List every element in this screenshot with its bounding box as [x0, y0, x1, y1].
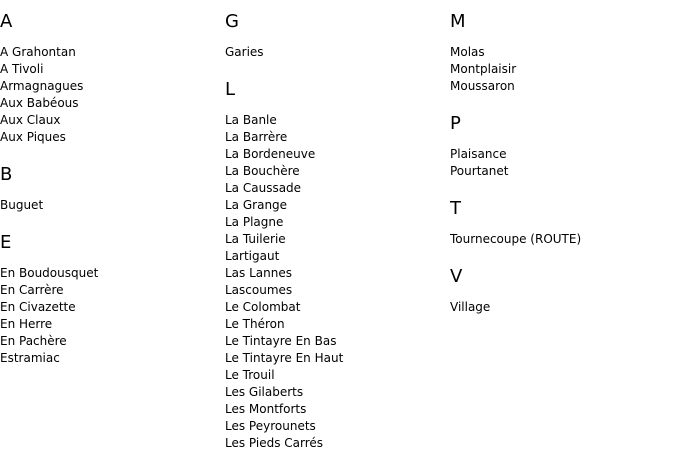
street-item: Le Trouil	[225, 368, 275, 382]
index-column	[0, 0, 225, 367]
letter-heading: A	[0, 11, 13, 32]
street-item: La Plagne	[225, 215, 284, 229]
letter-group	[450, 266, 675, 316]
index-column	[450, 0, 675, 316]
street-item: Moussaron	[450, 79, 515, 93]
street-item: Le Tintayre En Haut	[225, 351, 344, 365]
street-item: A Grahontan	[0, 45, 76, 59]
street-item: Aux Piques	[0, 130, 66, 144]
street-item: Estramiac	[0, 351, 60, 365]
street-item: Les Montforts	[225, 402, 307, 416]
letter-group	[450, 198, 675, 248]
street-list	[450, 231, 675, 248]
street-item: Le Théron	[225, 317, 285, 331]
street-item: Les Peyrounets	[225, 419, 316, 433]
street-list	[225, 44, 450, 61]
street-item: Plaisance	[450, 147, 507, 161]
street-item: La Bouchère	[225, 164, 300, 178]
street-item: La Grange	[225, 198, 288, 212]
street-item: Les Gilaberts	[225, 385, 304, 399]
street-item: Lartigaut	[225, 249, 280, 263]
street-list	[0, 265, 225, 367]
letter-group	[225, 11, 450, 61]
street-item: En Pachère	[0, 334, 67, 348]
street-item: En Carrère	[0, 283, 64, 297]
street-item: Le Tintayre En Bas	[225, 334, 337, 348]
letter-heading: E	[0, 232, 12, 253]
street-item: La Barrère	[225, 130, 288, 144]
street-list	[450, 44, 675, 95]
street-list	[0, 44, 225, 146]
street-item: Les Pieds Carrés	[225, 436, 324, 450]
street-item: Le Colombat	[225, 300, 301, 314]
street-item: En Herre	[0, 317, 53, 331]
street-list	[225, 112, 450, 452]
street-item: Pourtanet	[450, 164, 509, 178]
street-item: Las Lannes	[225, 266, 292, 280]
letter-group	[450, 113, 675, 180]
street-item: Aux Claux	[0, 113, 61, 127]
index-column	[225, 0, 450, 452]
street-item: Montplaisir	[450, 62, 517, 76]
street-item: La Caussade	[225, 181, 302, 195]
letter-group	[450, 11, 675, 95]
street-item: A Tivoli	[0, 62, 44, 76]
letter-heading: G	[225, 11, 239, 32]
street-item: Aux Babéous	[0, 96, 79, 110]
street-item: Village	[450, 300, 491, 314]
street-item: La Tuilerie	[225, 232, 286, 246]
letter-group	[225, 79, 450, 452]
street-item: La Banle	[225, 113, 277, 127]
letter-group	[0, 232, 225, 367]
street-item: Lascoumes	[225, 283, 293, 297]
street-item: Molas	[450, 45, 485, 59]
letter-heading: M	[450, 11, 466, 32]
street-list	[450, 299, 675, 316]
letter-group	[0, 164, 225, 214]
street-item: Armagnagues	[0, 79, 84, 93]
street-item: Garies	[225, 45, 264, 59]
letter-group	[0, 11, 225, 146]
street-item: En Boudousquet	[0, 266, 99, 280]
street-list	[0, 197, 225, 214]
letter-heading: B	[0, 164, 13, 185]
letter-heading: T	[450, 198, 461, 219]
letter-heading: V	[450, 266, 463, 287]
letter-heading: L	[225, 79, 236, 100]
street-list	[450, 146, 675, 180]
letter-heading: P	[450, 113, 461, 134]
street-item: Tournecoupe (ROUTE)	[450, 232, 582, 246]
street-item: Buguet	[0, 198, 44, 212]
street-item: La Bordeneuve	[225, 147, 316, 161]
street-item: En Civazette	[0, 300, 76, 314]
